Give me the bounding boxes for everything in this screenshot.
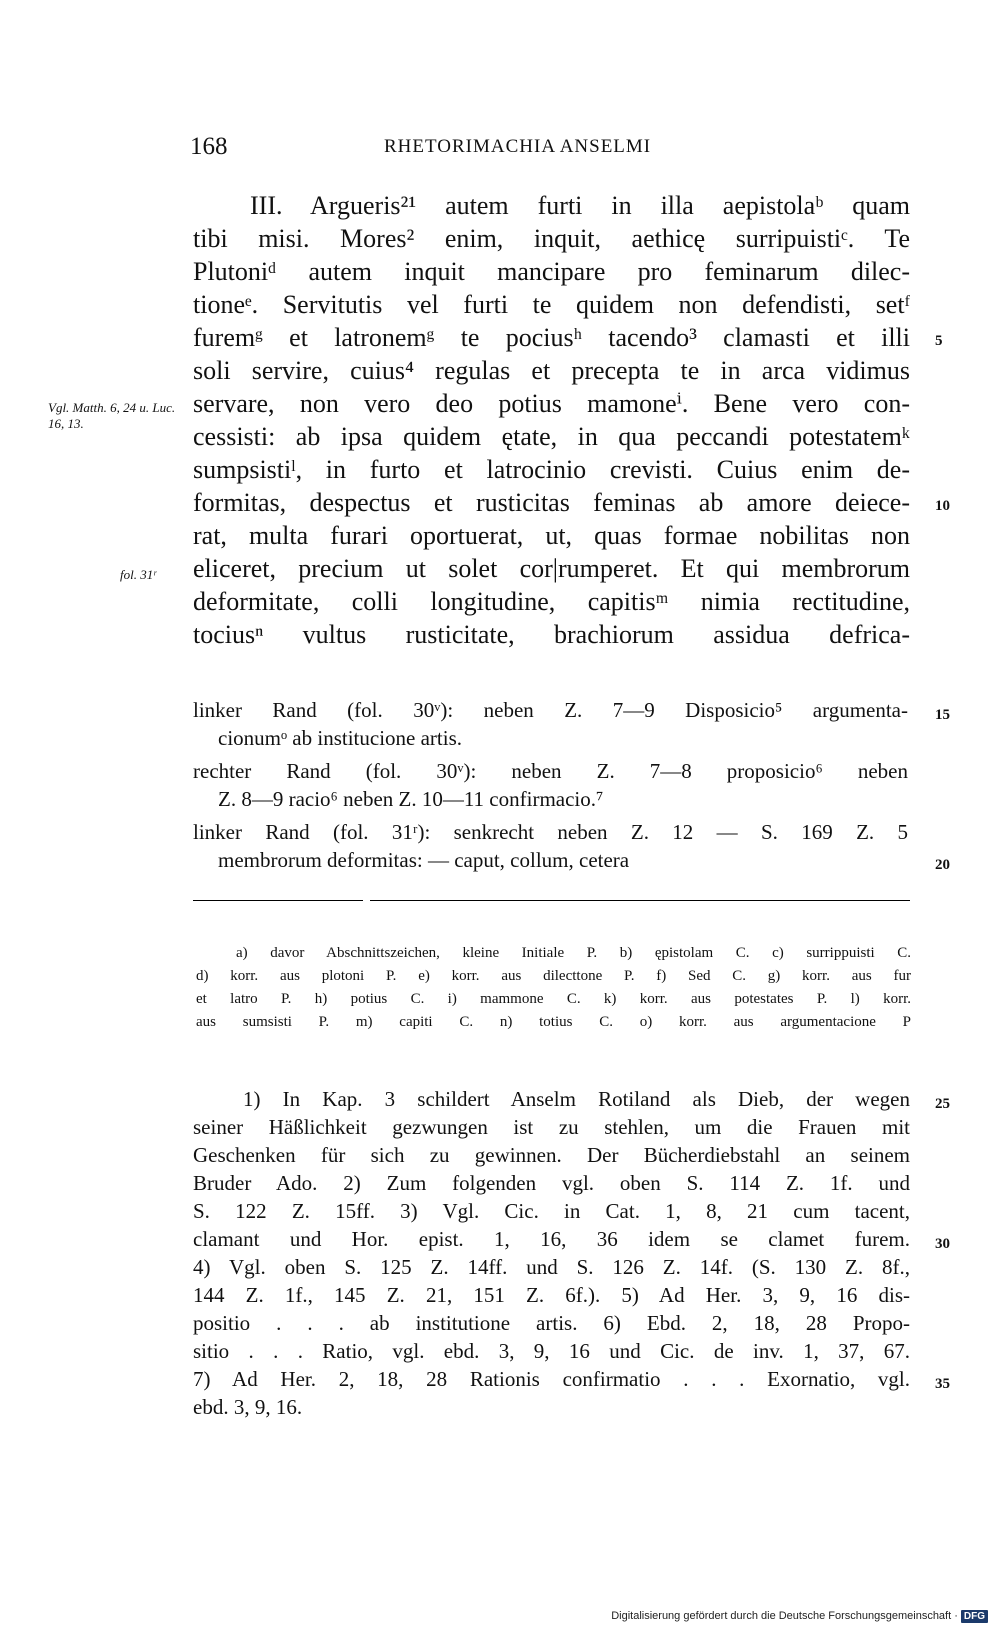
apparatus-line: Z. 8—9 racio⁶ neben Z. 10—11 confirmacio.⁷ <box>218 787 604 811</box>
separator-rule <box>370 900 910 901</box>
main-text-line: III. Argueris²¹ autem furti in illa aepistolaᵇ quam <box>250 191 910 220</box>
main-text-line: cessisti: ab ipsa quidem ętate, in qua peccandi potestatemᵏ <box>193 422 910 451</box>
apparatus-line: linker Rand (fol. 31ʳ): senkrecht neben Z. 12 — S. 169 Z. 5 <box>193 820 908 844</box>
main-text-line: furemᵍ et latronemᵍ te pociusʰ tacendo³ clamasti et illi <box>193 323 910 352</box>
main-text-line: deformitate, colli longitudine, capitisᵐ nimia rectitudine, <box>193 587 910 616</box>
main-text-line: tibi misi. Mores² enim, inquit, aethicę surripuistiᶜ. Te <box>193 224 910 253</box>
source-note-line: 4) Vgl. oben S. 125 Z. 14ff. und S. 126 Z. 14f. (S. 130 Z. 8f., <box>193 1255 910 1279</box>
main-text-line: Plutoniᵈ autem inquit mancipare pro feminarum dilec- <box>193 257 910 286</box>
source-note-line: 1) In Kap. 3 schildert Anselm Rotiland als Dieb, der wegen <box>243 1087 910 1111</box>
line-number: 15 <box>935 707 950 723</box>
apparatus-line: membrorum deformitas: — caput, collum, cetera <box>218 848 630 872</box>
source-note-line: Bruder Ado. 2) Zum folgenden vgl. oben S. 114 Z. 1f. und <box>193 1171 910 1195</box>
dfg-logo-icon: DFG <box>961 1610 988 1623</box>
line-number: 25 <box>935 1096 950 1112</box>
main-text-line: rat, multa furari oportuerat, ut, quas formae nobilitas non <box>193 521 910 550</box>
line-number: 30 <box>935 1236 950 1252</box>
separator-rule <box>193 900 363 901</box>
main-text-line: sumpsistiˡ, in furto et latrocinio crevisti. Cuius enim de- <box>193 455 910 484</box>
main-text-line: tioneᵉ. Servitutis vel furti te quidem non defendisti, setᶠ <box>193 290 910 319</box>
margin-note-folio: fol. 31ʳ <box>120 567 157 582</box>
apparatus-line: rechter Rand (fol. 30ᵛ): neben Z. 7—8 proposicio⁶ neben <box>193 759 908 783</box>
line-number: 35 <box>935 1376 950 1392</box>
apparatus-line: cionumᵒ ab institucione artis. <box>218 726 463 750</box>
main-text-line: soli servire, cuius⁴ regulas et precepta te in arca vidimus <box>193 356 910 385</box>
source-note-line: clamant und Hor. epist. 1, 16, 36 idem se clamet furem. <box>193 1227 910 1251</box>
critical-note-line: et latro P. h) potius C. i) mammone C. k) korr. aus potestates P. l) korr. <box>196 991 911 1007</box>
main-text-line: tociusⁿ vultus rusticitate, brachiorum assidua defrica- <box>193 620 910 649</box>
line-number: 20 <box>935 857 950 873</box>
critical-note-line: d) korr. aus plotoni P. e) korr. aus dilecttone P. f) Sed C. g) korr. aus fur <box>196 968 911 984</box>
source-note-line: S. 122 Z. 15ff. 3) Vgl. Cic. in Cat. 1, 8, 21 cum tacent, <box>193 1199 910 1223</box>
source-note-line: 7) Ad Her. 2, 18, 28 Rationis confirmatio . . . Exornatio, vgl. <box>193 1367 910 1391</box>
source-note-line: seiner Häßlichkeit gezwungen ist zu stehlen, um die Frauen mit <box>193 1115 910 1139</box>
main-text-line: eliceret, precium ut solet cor|rumperet. Et qui membrorum <box>193 554 910 583</box>
critical-note-line: aus sumsisti P. m) capiti C. n) totius C. o) korr. aus argumentacione P <box>196 1014 911 1030</box>
source-note-line: sitio . . . Ratio, vgl. ebd. 3, 9, 16 und Cic. de inv. 1, 37, 67. <box>193 1339 910 1363</box>
main-text-line: servare, non vero deo potius mamoneⁱ. Bene vero con- <box>193 389 910 418</box>
apparatus-line: linker Rand (fol. 30ᵛ): neben Z. 7—9 Disposicio⁵ argumenta- <box>193 698 908 722</box>
running-title: RHETORIMACHIA ANSELMI <box>384 136 652 157</box>
margin-note-reference: Vgl. Matth. 6, 24 u. Luc. 16, 13. <box>48 400 176 431</box>
source-note-line: Geschenken für sich zu gewinnen. Der Bücherdiebstahl an seinem <box>193 1143 910 1167</box>
page-number: 168 <box>190 133 228 160</box>
line-number: 5 <box>935 333 943 349</box>
credit-text: Digitalisierung gefördert durch die Deutsche Forschungsgemeinschaft · <box>611 1610 958 1622</box>
source-note-line: 144 Z. 1f., 145 Z. 21, 151 Z. 6f.). 5) Ad Her. 3, 9, 16 dis- <box>193 1283 910 1307</box>
digitization-credit <box>611 1610 988 1623</box>
critical-note-line: a) davor Abschnittszeichen, kleine Initiale P. b) ępistolam C. c) surrippuisti C. <box>236 945 911 961</box>
source-note-line: positio . . . ab institutione artis. 6) Ebd. 2, 18, 28 Propo- <box>193 1311 910 1335</box>
main-text-line: formitas, despectus et rusticitas feminas ab amore deiece- <box>193 488 910 517</box>
line-number: 10 <box>935 498 950 514</box>
source-note-line: ebd. 3, 9, 16. <box>193 1395 303 1419</box>
